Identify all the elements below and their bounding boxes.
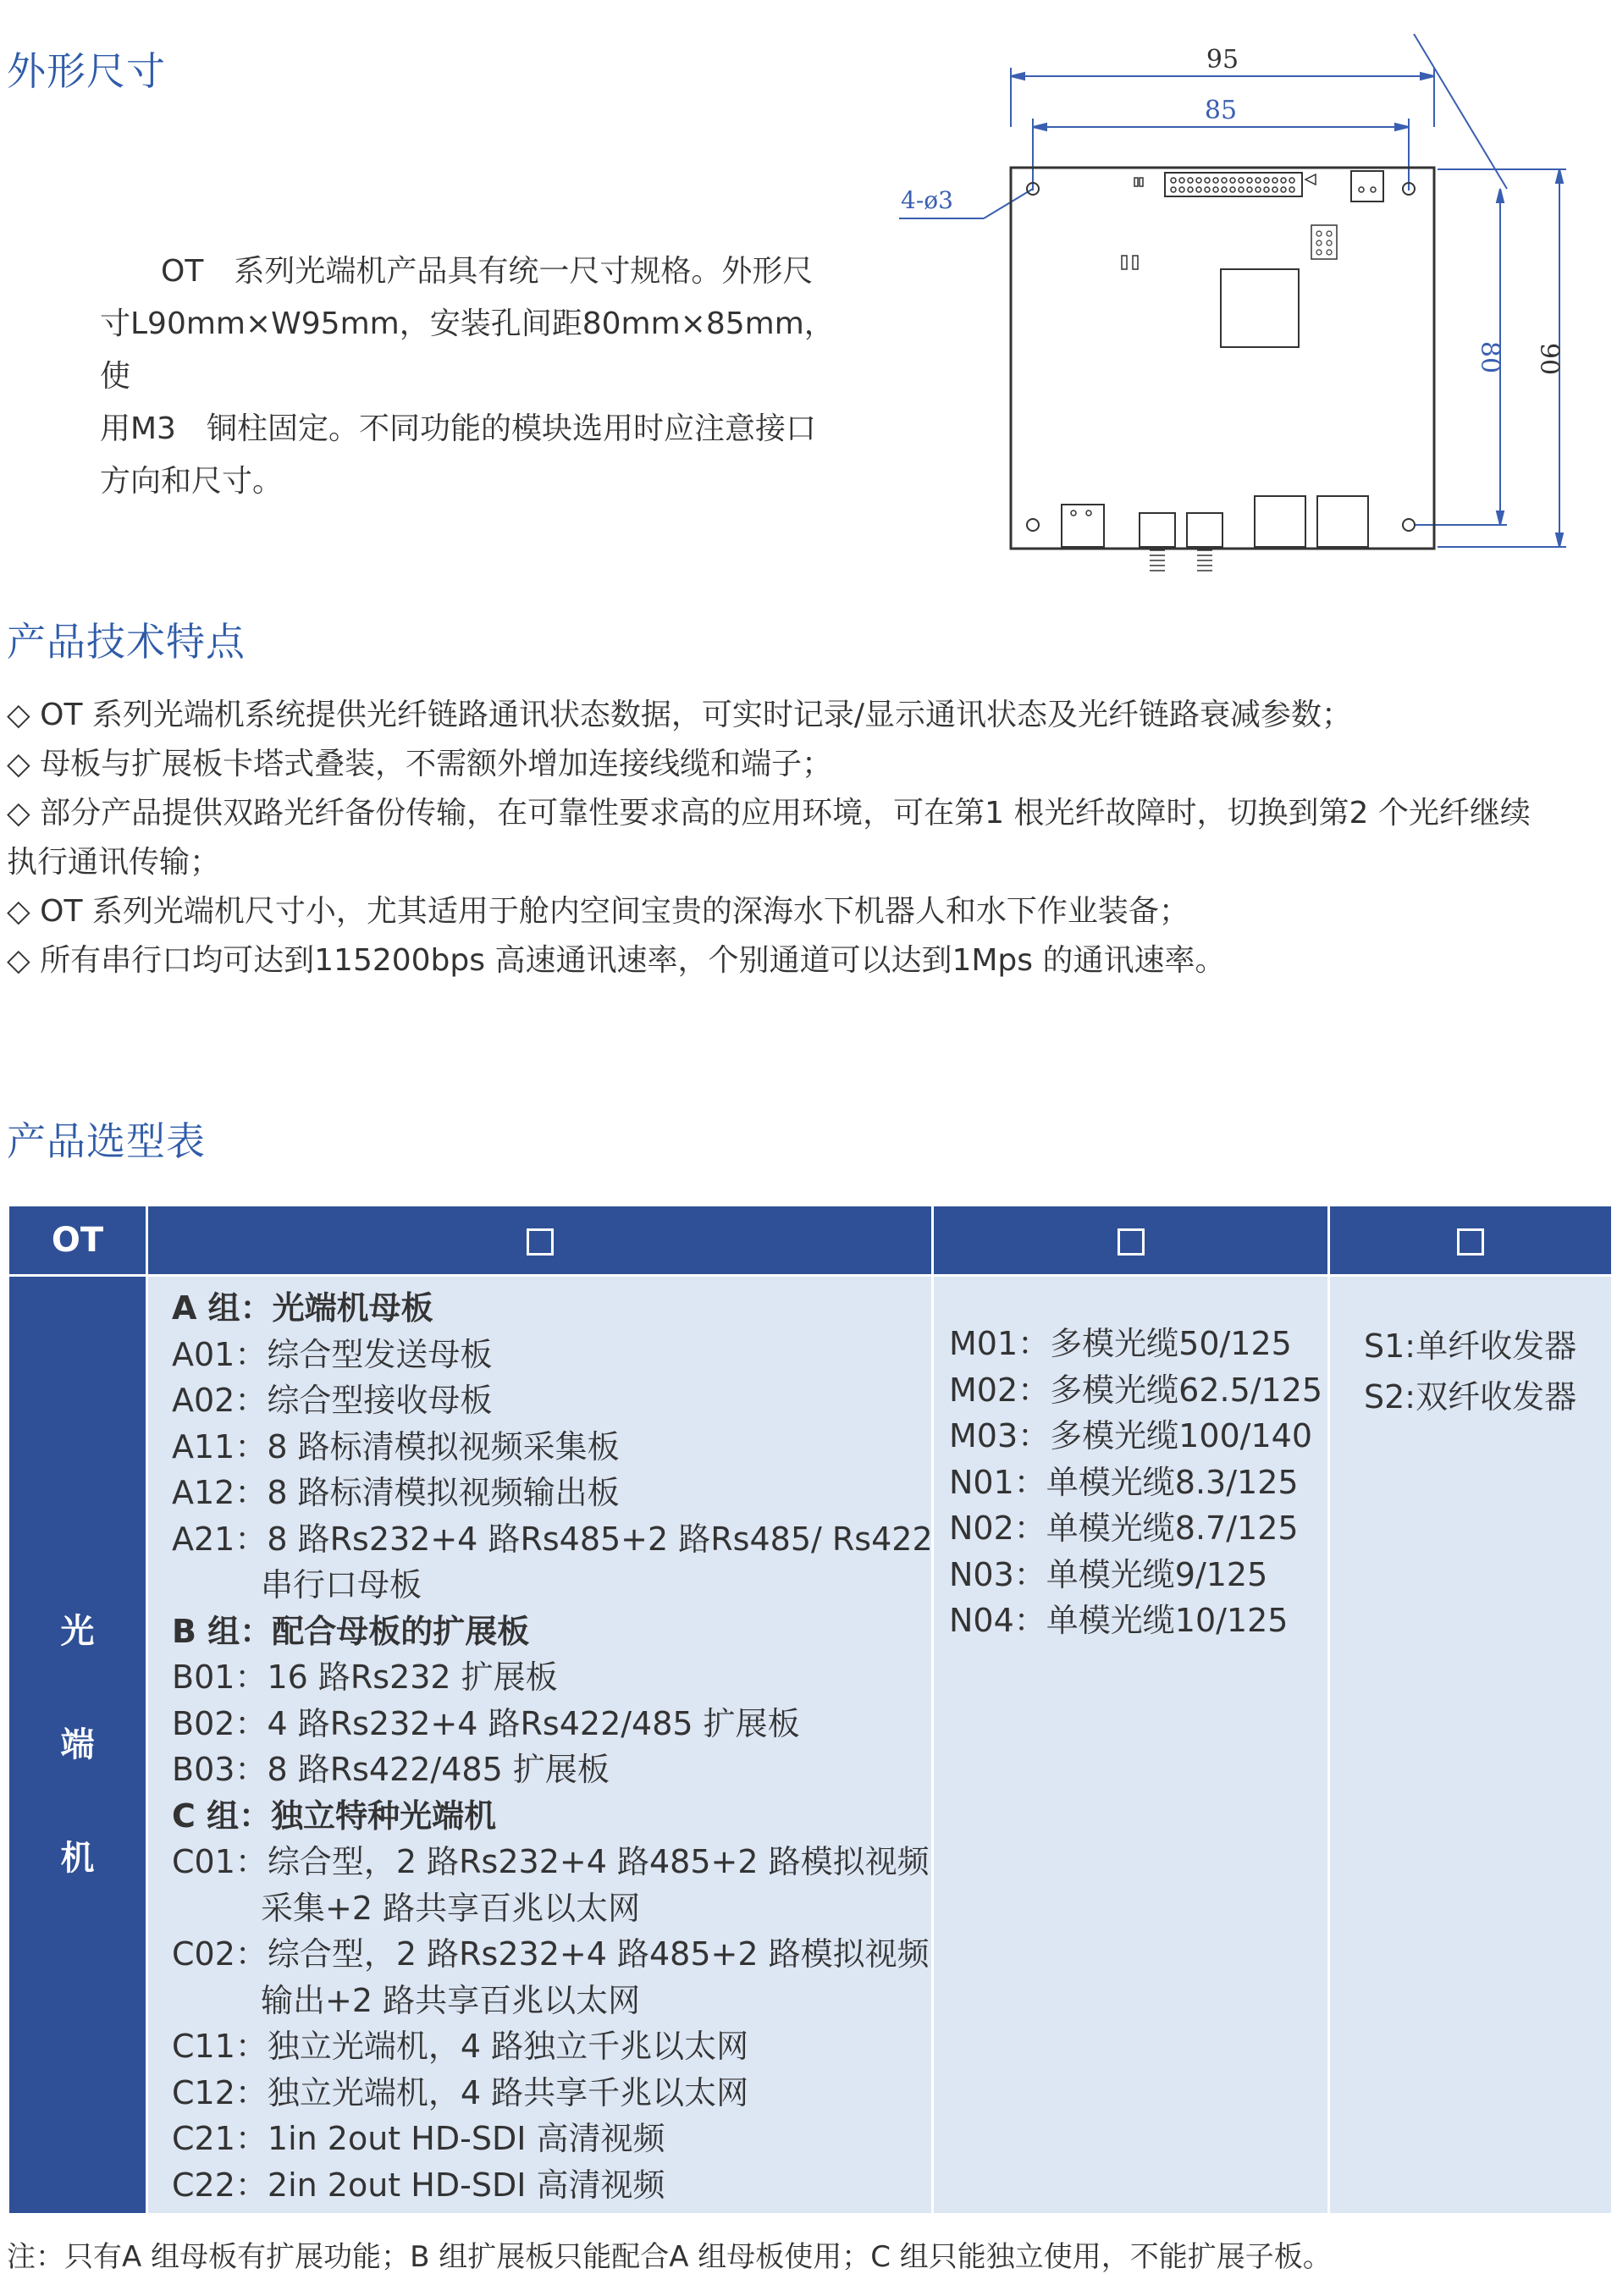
feature-item: ◇ 部分产品提供双路光纤备份传输，在可靠性要求高的应用环境，可在第1 根光纤故障时，切换到第2 个光纤继续 <box>7 796 1531 831</box>
option-text: 独立光端机，4 路共享千兆以太网 <box>267 2073 749 2111</box>
board-option-item <box>172 1747 931 1793</box>
option-code: A21： <box>172 1520 268 1558</box>
header-board-type <box>147 1206 933 1276</box>
option-code: A01： <box>172 1335 268 1373</box>
side-label-char: 端 <box>60 1725 95 1764</box>
hole-spacing-y-label: 80 <box>1475 340 1504 374</box>
feature-item: ◇ 所有串行口均可达到115200bps 高速通讯速率，个别通道可以达到1Mps 的通讯速率。 <box>7 943 1226 978</box>
selection-table <box>7 1204 1614 2216</box>
board-option-item <box>172 1978 931 2024</box>
board-option-item <box>172 1377 931 1424</box>
option-text: 1in 2out HD-SDI 高清视频 <box>267 2120 665 2157</box>
board-option-item <box>172 1424 931 1471</box>
board-options-cell <box>147 1276 933 2215</box>
board-option-item <box>172 1931 931 1978</box>
transceiver-options-cell <box>1329 1276 1613 2215</box>
option-text: 8 路标清模拟视频采集板 <box>267 1427 620 1465</box>
fiber-option-item: M02：多模光缆62.5/125 <box>949 1371 1323 1409</box>
option-text: 16 路Rs232 扩展板 <box>267 1659 558 1696</box>
hole-spacing-x-label: 85 <box>1204 96 1238 125</box>
group-heading: C 组：独立特种光端机 <box>172 1797 497 1835</box>
board-option-item <box>172 1885 931 1932</box>
transceiver-option-item: S2:双纤收发器 <box>1364 1378 1577 1416</box>
board-dimension-drawing <box>889 34 1583 593</box>
board-option-item <box>172 1701 931 1747</box>
paragraph-line: 用M3 铜柱固定。不同功能的模块选用时应注意接口 <box>100 411 816 446</box>
feature-item: ◇ OT 系列光端机尺寸小，尤其适用于舱内空间宝贵的深海水下机器人和水下作业装备； <box>7 894 1189 929</box>
option-text: 综合型，2 路Rs232+4 路485+2 路模拟视频 <box>267 1843 930 1880</box>
option-code: A02： <box>172 1382 268 1419</box>
option-text: 2in 2out HD-SDI 高清视频 <box>267 2166 665 2204</box>
option-text-continued: 串行口母板 <box>261 1566 422 1603</box>
height-label: 90 <box>1534 342 1564 376</box>
section-title-features: 产品技术特点 <box>7 619 246 665</box>
feature-item: 执行通讯传输； <box>7 845 221 880</box>
paragraph-line: 寸L90mm×W95mm，安装孔间距80mm×85mm，使 <box>100 306 835 394</box>
option-code: C22： <box>172 2166 268 2204</box>
option-text: 综合型，2 路Rs232+4 路485+2 路模拟视频 <box>267 1935 930 1973</box>
option-text: 综合型接收母板 <box>267 1382 493 1419</box>
checkbox-icon <box>527 1228 554 1256</box>
feature-item: ◇ OT 系列光端机系统提供光纤链路通讯状态数据，可实时记录/显示通讯状态及光纤链路衰减参数； <box>7 698 1353 732</box>
fiber-options-cell <box>933 1276 1329 2215</box>
option-code: C11： <box>172 2028 268 2065</box>
board-option-item <box>172 1516 931 1563</box>
transceiver-option-item: S1:单纤收发器 <box>1364 1327 1577 1365</box>
option-code: C02： <box>172 1935 268 1973</box>
header-transceiver-type <box>1329 1206 1613 1276</box>
option-text: 8 路Rs232+4 路Rs485+2 路Rs485/ Rs422 <box>267 1520 933 1558</box>
side-label-char: 光 <box>60 1612 95 1651</box>
fiber-option-item: M03：多模光缆100/140 <box>949 1417 1313 1454</box>
feature-list <box>7 691 1611 985</box>
board-option-item <box>172 2116 931 2162</box>
header-ot: OT <box>8 1206 147 1276</box>
header-fiber-type <box>933 1206 1329 1276</box>
paragraph-line: OT 系列光端机产品具有统一尺寸规格。外形尺 <box>100 254 814 289</box>
option-code: A11： <box>172 1427 268 1465</box>
side-label-char: 机 <box>60 1839 95 1878</box>
board-option-item <box>172 2070 931 2117</box>
feature-item: ◇ 母板与扩展板卡塔式叠装，不需额外增加连接线缆和端子； <box>7 747 833 781</box>
option-code: B02： <box>172 1704 268 1742</box>
option-text: 8 路标清模拟视频输出板 <box>267 1474 620 1511</box>
option-code: B01： <box>172 1659 268 1696</box>
footnote: 注：只有A 组母板有扩展功能；B 组扩展板只能配合A 组母板使用；C 组只能独立使用，不能扩展子板。 <box>7 2240 1332 2274</box>
option-text: 4 路Rs232+4 路Rs422/485 扩展板 <box>267 1704 800 1742</box>
option-text: 独立光端机，4 路独立千兆以太网 <box>267 2028 749 2065</box>
board-outline <box>1011 168 1434 549</box>
fiber-option-item: M01：多模光缆50/125 <box>949 1325 1292 1362</box>
fiber-option-item: N02：单模光缆8.7/125 <box>949 1510 1299 1547</box>
hole-label: 4-ø3 <box>901 186 953 214</box>
board-option-item <box>172 1470 931 1516</box>
board-option-item <box>172 1654 931 1701</box>
option-code: C01： <box>172 1843 268 1880</box>
option-text: 综合型发送母板 <box>267 1335 493 1373</box>
group-heading: A 组：光端机母板 <box>172 1289 433 1327</box>
checkbox-icon <box>1457 1228 1484 1256</box>
width-label: 95 <box>1206 45 1239 75</box>
option-text-continued: 采集+2 路共享百兆以太网 <box>261 1889 641 1927</box>
checkbox-icon <box>1118 1228 1145 1256</box>
paragraph-line: 方向和尺寸。 <box>100 464 284 499</box>
side-label <box>8 1276 147 2215</box>
option-text-continued: 输出+2 路共享百兆以太网 <box>261 1981 641 2019</box>
option-code: C21： <box>172 2120 268 2157</box>
dimensions-paragraph <box>100 246 858 508</box>
option-code: B03： <box>172 1751 268 1788</box>
group-heading: B 组：配合母板的扩展板 <box>172 1612 530 1650</box>
section-title-selection: 产品选型表 <box>7 1118 206 1164</box>
board-option-item <box>172 1562 931 1609</box>
fiber-option-item: N04：单模光缆10/125 <box>949 1602 1289 1639</box>
option-text: 8 路Rs422/485 扩展板 <box>267 1751 610 1788</box>
option-code: C12： <box>172 2073 268 2111</box>
board-option-item <box>172 1332 931 1378</box>
option-code: A12： <box>172 1474 268 1511</box>
fiber-option-item: N03：单模光缆9/125 <box>949 1555 1268 1593</box>
board-option-item <box>172 2162 931 2209</box>
board-option-item <box>172 2023 931 2070</box>
board-option-item <box>172 1839 931 1885</box>
section-title-dimensions: 外形尺寸 <box>7 48 166 94</box>
fiber-option-item: N01：单模光缆8.3/125 <box>949 1463 1299 1501</box>
